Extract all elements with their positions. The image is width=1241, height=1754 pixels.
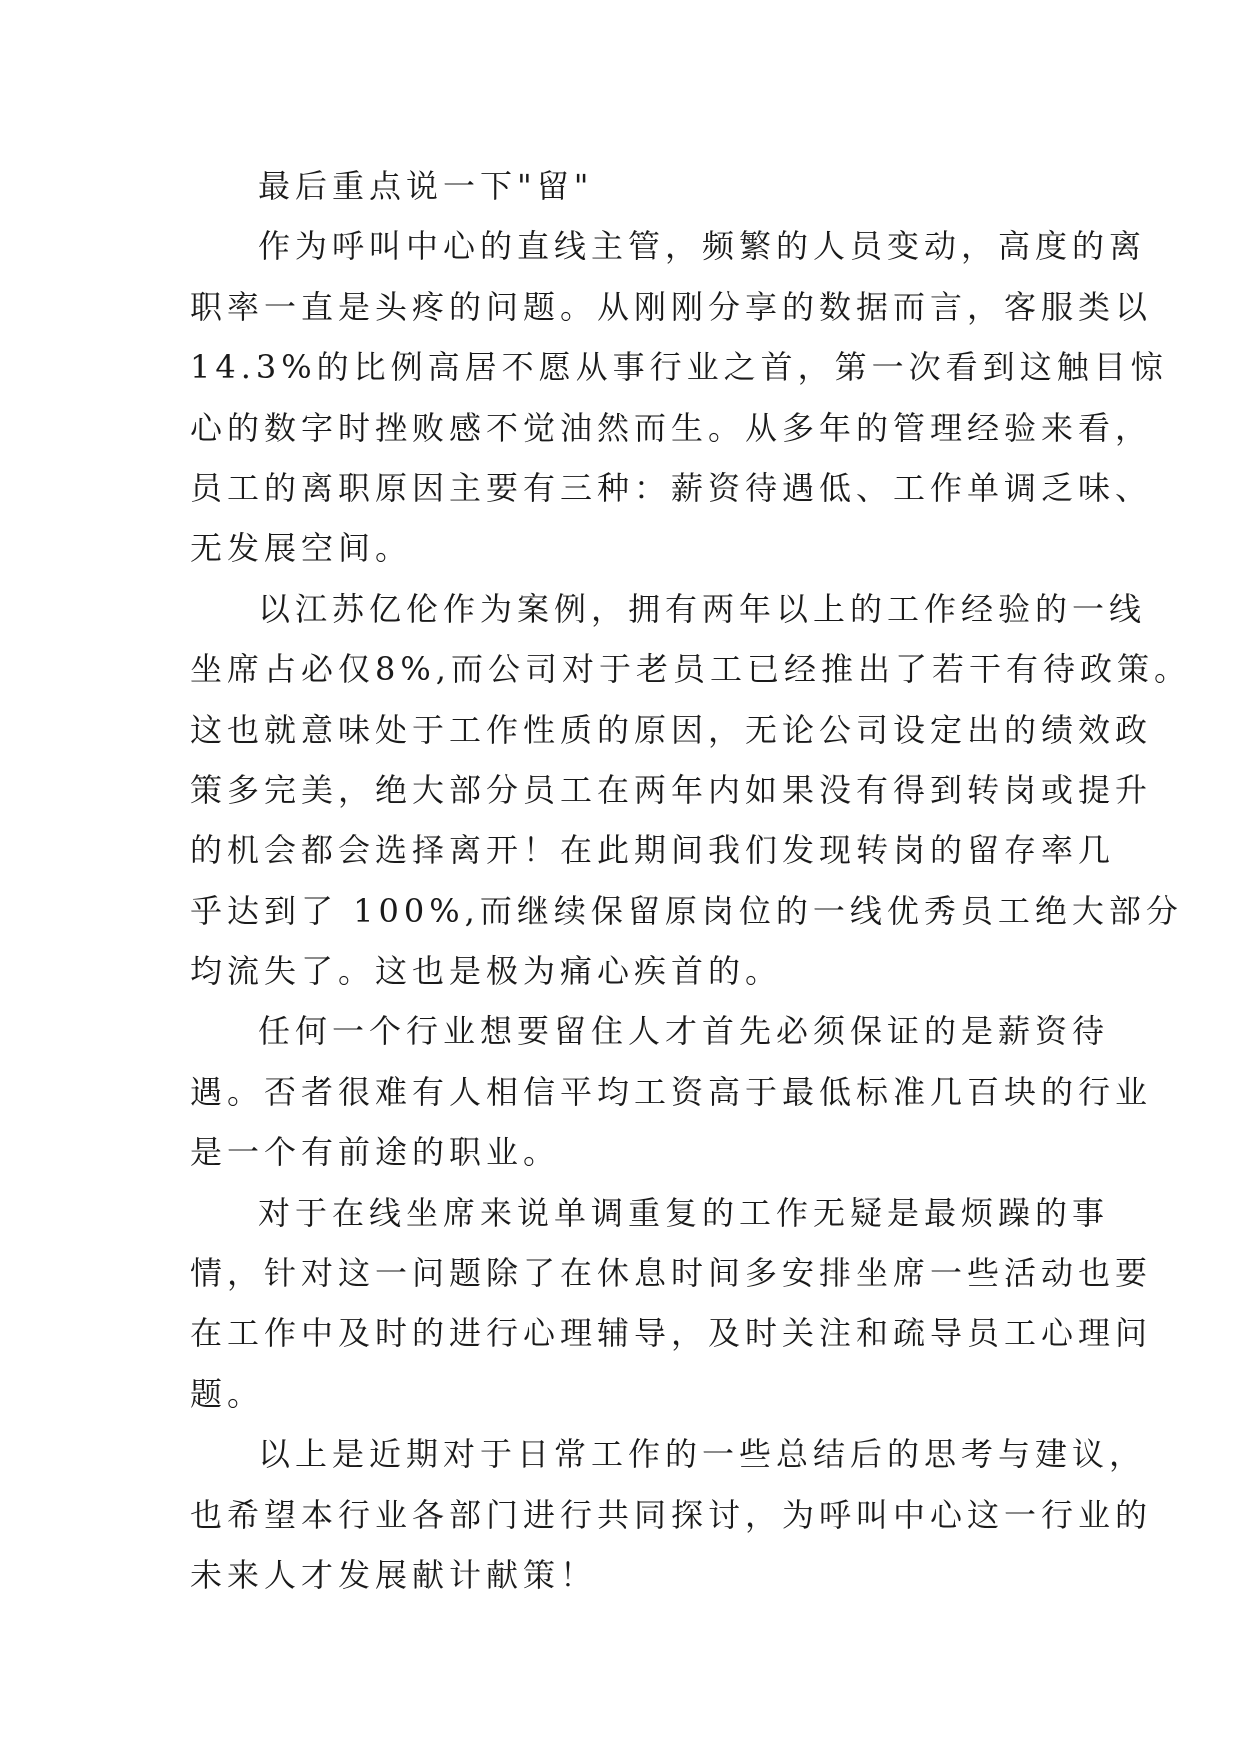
paragraph-line: 无发展空间。 [190,529,413,568]
paragraph-conclusion [190,1424,1153,1605]
paragraph-case-study [190,579,1191,1002]
paragraph-line: 心的数字时挫败感不觉油然而生。从多年的管理经验来看， [190,408,1153,447]
paragraph-line: 这也就意味处于工作性质的原因，无论公司设定出的绩效政 [190,710,1153,749]
paragraph-salary [190,1001,1153,1182]
paragraph-line: 对于在线坐席来说单调重复的工作无疑是最烦躁的事 [258,1193,1110,1232]
paragraph-line: 是一个有前途的职业。 [190,1133,561,1172]
paragraph-turnover-problem [190,216,1168,578]
paragraph-line: 员工的离职原因主要有三种：薪资待遇低、工作单调乏味、 [190,468,1153,507]
paragraph-line: 情，针对这一问题除了在休息时间多安排坐席一些活动也要 [190,1254,1153,1293]
paragraph-title [190,156,1070,216]
paragraph-line: 的机会都会选择离开！在此期间我们发现转岗的留存率几 [190,831,1116,870]
paragraph-line: 任何一个行业想要留住人才首先必须保证的是薪资待 [258,1012,1110,1051]
paragraph-line: 14.3%的比例高居不愿从事行业之首，第一次看到这触目惊 [190,348,1168,387]
paragraph-line: 坐席占必仅8%,而公司对于老员工已经推出了若干有待政策。 [190,650,1191,689]
paragraph-line: 均流失了。这也是极为痛心疾首的。 [190,952,783,991]
paragraph-line: 以江苏亿伦作为案例，拥有两年以上的工作经验的一线 [258,589,1147,628]
paragraph-line: 遇。否者很难有人相信平均工资高于最低标准几百块的行业 [190,1072,1153,1111]
paragraph-line: 职率一直是头疼的问题。从刚刚分享的数据而言，客服类以 [190,287,1153,326]
paragraph-line: 也希望本行业各部门进行共同探讨，为呼叫中心这一行业的 [190,1495,1153,1534]
paragraph-line: 作为呼叫中心的直线主管，频繁的人员变动，高度的离 [258,227,1147,266]
paragraph-line: 以上是近期对于日常工作的一些总结后的思考与建议， [258,1435,1147,1474]
paragraph-line: 在工作中及时的进行心理辅导，及时关注和疏导员工心理问 [190,1314,1153,1353]
paragraph-line: 未来人才发展献计献策！ [190,1555,598,1594]
paragraph-line: 最后重点说一下"留" [258,167,594,205]
paragraph-line: 题。 [190,1374,265,1413]
paragraph-monotony [190,1183,1153,1425]
document-body [190,156,1191,1605]
paragraph-line: 乎达到了 100%,而继续保留原岗位的一线优秀员工绝大部分 [190,891,1183,930]
paragraph-line: 策多完美，绝大部分员工在两年内如果没有得到转岗或提升 [190,770,1153,809]
